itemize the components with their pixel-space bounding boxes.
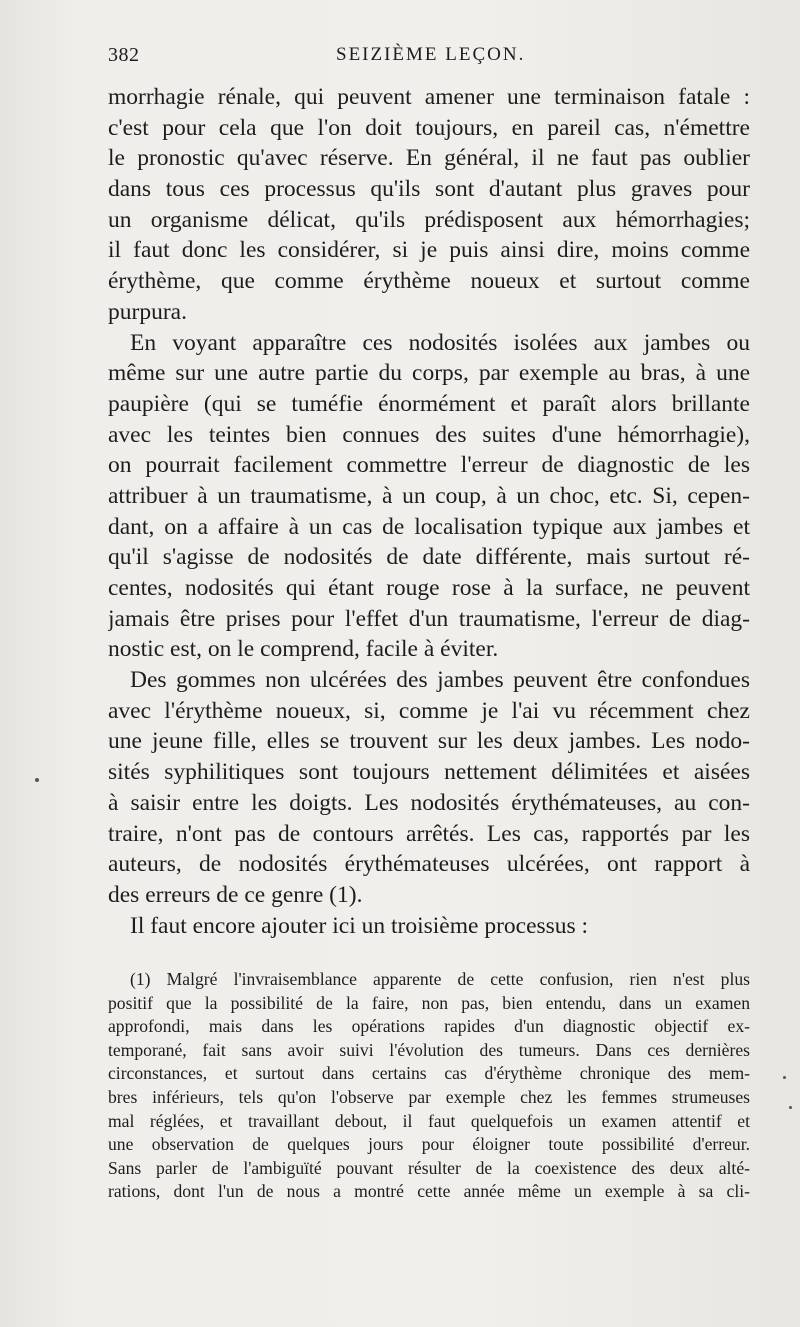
footnote-line: une observation de quelques jours pour éloigner toute possibilité d'erreur. xyxy=(108,1134,750,1155)
text-line: attribuer à un traumatisme, à un coup, à un choc, etc. Si, cepen- xyxy=(108,482,750,509)
text-line: jamais être prises pour l'effet d'un traumatisme, l'erreur de diag- xyxy=(108,605,750,632)
paper-speck xyxy=(783,1076,786,1079)
running-title: SEIZIÈME LEÇON. xyxy=(336,44,526,65)
footnote-line: approfondi, mais dans les opérations rapides d'un diagnostic objectif ex- xyxy=(108,1016,750,1037)
text-line: avec les teintes bien connues des suites d'une hémorrhagie), xyxy=(108,421,750,448)
text-line: c'est pour cela que l'on doit toujours, en pareil cas, n'émettre xyxy=(108,114,750,141)
text-line: un organisme délicat, qu'ils prédisposent aux hémorrhagies; xyxy=(108,206,750,233)
footnote-line: mal réglées, et travaillant debout, il faut quelquefois un examen attentif et xyxy=(108,1110,750,1131)
text-line: il faut donc les considérer, si je puis ainsi dire, moins comme xyxy=(108,237,750,264)
text-line: traire, n'ont pas de contours arrêtés. Les cas, rapportés par les xyxy=(108,820,750,847)
text-line: centes, nodosités qui étant rouge rose à la surface, ne peuvent xyxy=(108,575,750,601)
page-header xyxy=(108,44,748,74)
text-line: paupière (qui se tuméfie énormément et paraît alors brillante xyxy=(108,390,750,417)
footnote-line: bres inférieurs, tels qu'on l'observe par exemple chez les femmes strumeuses xyxy=(108,1086,750,1107)
text-line: dant, on a affaire à un cas de localisation typique aux jambes et xyxy=(108,513,750,540)
paper-speck xyxy=(789,1106,792,1109)
text-line: le pronostic qu'avec réserve. En général, il ne faut pas oublier xyxy=(108,145,750,172)
paragraph-start-line: En voyant apparaître ces nodosités isolées aux jambes ou xyxy=(130,329,750,356)
footnote-line: Sans parler de l'ambiguïté pouvant résulter de la coexistence des deux alté- xyxy=(108,1157,750,1178)
page-number: 382 xyxy=(108,44,140,66)
paragraph-start-line: Des gommes non ulcérées des jambes peuvent être confondues xyxy=(130,667,750,694)
paragraph-start-line: Il faut encore ajouter ici un troisième processus : xyxy=(130,912,589,939)
text-line: à saisir entre les doigts. Les nodosités érythémateuses, au con- xyxy=(108,789,750,816)
text-line: érythème, que comme érythème noueux et surtout comme xyxy=(108,268,750,295)
footnote-line: positif que la possibilité de la faire, non pas, bien entendu, dans un examen xyxy=(108,992,750,1013)
footnotes xyxy=(108,968,750,1204)
footnote-line: rations, dont l'un de nous a montré cette année même un exemple à sa cli- xyxy=(108,1181,750,1202)
paper-speck xyxy=(35,778,39,782)
text-line: morrhagie rénale, qui peuvent amener une terminaison fatale : xyxy=(108,84,750,110)
text-line: avec l'érythème noueux, si, comme je l'ai vu récemment chez xyxy=(108,697,750,724)
text-line: qu'il s'agisse de nodosités de date différente, mais surtout ré- xyxy=(108,544,750,571)
text-line: des erreurs de ce genre (1). xyxy=(108,881,363,908)
main-text xyxy=(108,82,750,941)
text-line: une jeune fille, elles se trouvent sur les deux jambes. Les nodo- xyxy=(108,728,750,755)
text-line: dans tous ces processus qu'ils sont d'autant plus graves pour xyxy=(108,176,750,203)
text-line: purpura. xyxy=(108,298,187,325)
text-line: nostic est, on le comprend, facile à éviter. xyxy=(108,636,499,663)
footnote-line: (1) Malgré l'invraisemblance apparente de cette confusion, rien n'est plus xyxy=(130,969,750,989)
text-line: même sur une autre partie du corps, par exemple au bras, à une xyxy=(108,360,750,387)
text-line: sités syphilitiques sont toujours nettement délimitées et aisées xyxy=(108,759,750,786)
footnote-line: temporané, fait sans avoir suivi l'évolution des tumeurs. Dans ces dernières xyxy=(108,1039,750,1060)
text-line: auteurs, de nodosités érythémateuses ulcérées, ont rapport à xyxy=(108,851,750,878)
text-line: on pourrait facilement commettre l'erreur de diagnostic de les xyxy=(108,452,750,479)
footnote-line: circonstances, et surtout dans certains cas d'érythème chronique des mem- xyxy=(108,1063,750,1084)
